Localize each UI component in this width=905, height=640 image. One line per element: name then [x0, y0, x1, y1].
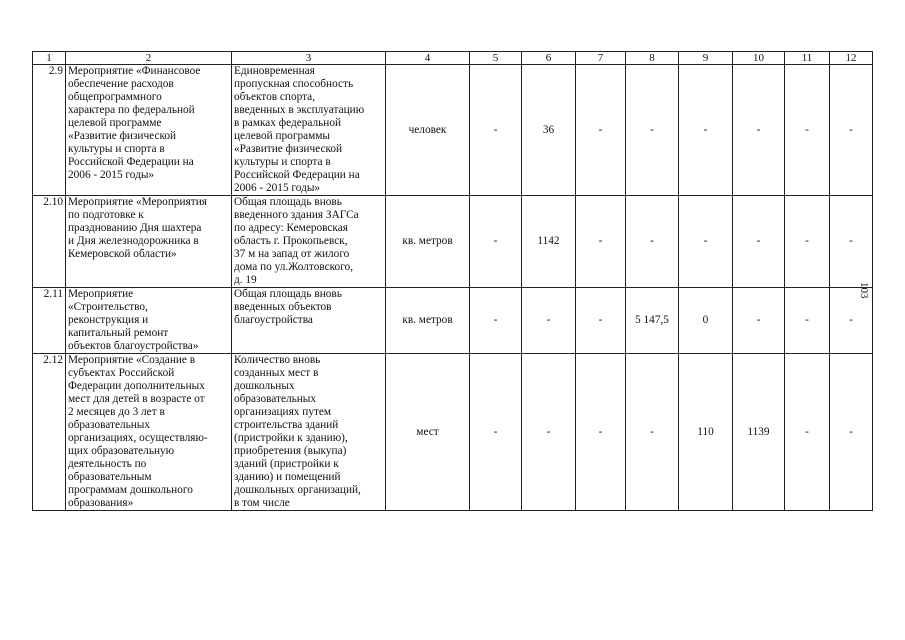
event-line: образования» — [68, 497, 134, 509]
event-line: деятельность по — [68, 458, 147, 470]
value-cell: - — [522, 354, 576, 511]
value-cell: - — [679, 196, 733, 288]
value-cell: - — [470, 196, 522, 288]
event-cell — [66, 196, 232, 288]
value-cell: 0 — [679, 288, 733, 354]
value-cell: - — [733, 288, 785, 354]
indicator-line: приобретения (выкупа) — [234, 445, 347, 457]
indicator-line: созданных мест в — [234, 367, 319, 379]
indicator-line: дошкольных — [234, 380, 295, 392]
indicator-line: в том числе — [234, 497, 290, 509]
value-cell: - — [576, 196, 626, 288]
event-line: объектов благоустройства» — [68, 340, 199, 352]
table-row — [33, 288, 873, 354]
unit-cell: человек — [386, 65, 470, 196]
event-line: характера по федеральной — [68, 104, 195, 116]
table-row — [33, 354, 873, 511]
column-header: 5 — [470, 52, 522, 65]
row-number: 2.9 — [33, 65, 66, 196]
indicator-line: организациях путем — [234, 406, 332, 418]
indicator-line: по адресу: Кемеровская — [234, 222, 348, 234]
event-line: Российской Федерации на — [68, 156, 194, 168]
indicator-line: д. 19 — [234, 274, 257, 286]
value-cell: - — [785, 354, 830, 511]
value-cell: - — [830, 65, 873, 196]
value-cell: - — [830, 196, 873, 288]
value-cell: - — [733, 65, 785, 196]
indicator-line: введенных в эксплуатацию — [234, 104, 365, 116]
indicator-line: введенных объектов — [234, 301, 332, 313]
event-line: субъектах Российской — [68, 367, 175, 379]
indicator-line: пропускная способность — [234, 78, 354, 90]
event-line: реконструкция и — [68, 314, 149, 326]
indicator-line: 2006 - 2015 годы» — [234, 182, 321, 194]
value-cell: 36 — [522, 65, 576, 196]
table-header-row — [33, 52, 873, 65]
table-row — [33, 65, 873, 196]
event-line: 2 месяцев до 3 лет в — [68, 406, 165, 418]
event-line: капитальный ремонт — [68, 327, 169, 339]
indicator-cell — [232, 65, 386, 196]
column-header: 6 — [522, 52, 576, 65]
event-cell — [66, 354, 232, 511]
indicator-line: зданию) и помещений — [234, 471, 341, 483]
value-cell: - — [576, 288, 626, 354]
event-line: организациях, осуществляю- — [68, 432, 208, 444]
event-line: общепрограммного — [68, 91, 162, 103]
value-cell: 1142 — [522, 196, 576, 288]
event-line: Мероприятие «Мероприятия — [68, 196, 207, 208]
event-line: Мероприятие «Создание в — [68, 354, 196, 366]
indicator-line: (пристройки к зданию), — [234, 432, 348, 444]
column-header: 4 — [386, 52, 470, 65]
indicator-line: в рамках федеральной — [234, 117, 342, 129]
indicator-line: область г. Прокопьевск, — [234, 235, 348, 247]
indicator-line: благоустройства — [234, 314, 313, 326]
value-cell: - — [576, 354, 626, 511]
column-header: 7 — [576, 52, 626, 65]
indicator-cell — [232, 354, 386, 511]
event-line: обеспечение расходов — [68, 78, 174, 90]
indicator-line: зданий (пристройки к — [234, 458, 339, 470]
row-number: 2.11 — [33, 288, 66, 354]
value-cell: - — [522, 288, 576, 354]
value-cell: 5 147,5 — [626, 288, 679, 354]
value-cell: - — [470, 288, 522, 354]
event-cell — [66, 288, 232, 354]
indicator-line: Общая площадь вновь — [234, 288, 342, 300]
value-cell: - — [830, 354, 873, 511]
indicator-line: дома по ул.Жолтовского, — [234, 261, 354, 273]
event-line: образовательных — [68, 419, 151, 431]
event-line: Федерации дополнительных — [68, 380, 205, 392]
page-number: 103 — [858, 282, 870, 299]
event-line: культуры и спорта в — [68, 143, 165, 155]
indicator-line: целевой программы — [234, 130, 331, 142]
event-line: 2006 - 2015 годы» — [68, 169, 155, 181]
value-cell: - — [679, 65, 733, 196]
indicator-line: объектов спорта, — [234, 91, 316, 103]
event-line: Мероприятие — [68, 288, 134, 300]
column-header: 9 — [679, 52, 733, 65]
table-row — [33, 196, 873, 288]
indicator-line: 37 м на запад от жилого — [234, 248, 350, 260]
value-cell: - — [733, 196, 785, 288]
event-line: по подготовке к — [68, 209, 144, 221]
unit-cell: мест — [386, 354, 470, 511]
unit-cell: кв. метров — [386, 196, 470, 288]
value-cell: 1139 — [733, 354, 785, 511]
indicator-line: Общая площадь вновь — [234, 196, 342, 208]
value-cell: - — [626, 196, 679, 288]
indicator-line: «Развитие физической — [234, 143, 343, 155]
column-header: 12 — [830, 52, 873, 65]
event-line: щих образовательную — [68, 445, 175, 457]
indicator-line: образовательных — [234, 393, 317, 405]
column-header: 10 — [733, 52, 785, 65]
event-line: программам дошкольного — [68, 484, 193, 496]
event-line: и Дня железнодорожника в — [68, 235, 199, 247]
indicator-line: культуры и спорта в — [234, 156, 331, 168]
value-cell: - — [576, 65, 626, 196]
indicator-cell — [232, 196, 386, 288]
column-header: 8 — [626, 52, 679, 65]
event-line: празднованию Дня шахтера — [68, 222, 202, 234]
indicator-line: строительства зданий — [234, 419, 339, 431]
indicator-line: введенного здания ЗАГСа — [234, 209, 359, 221]
indicator-line: Единовременная — [234, 65, 315, 77]
unit-cell: кв. метров — [386, 288, 470, 354]
indicator-line: дошкольных организаций, — [234, 484, 361, 496]
column-header: 2 — [66, 52, 232, 65]
value-cell: - — [470, 354, 522, 511]
event-line: «Развитие физической — [68, 130, 177, 142]
value-cell: - — [785, 196, 830, 288]
value-cell: - — [470, 65, 522, 196]
indicator-line: Российской Федерации на — [234, 169, 360, 181]
event-line: мест для детей в возрасте от — [68, 393, 205, 405]
event-line: Мероприятие «Финансовое — [68, 65, 201, 77]
value-cell: - — [830, 288, 873, 354]
value-cell: 110 — [679, 354, 733, 511]
value-cell: - — [785, 65, 830, 196]
indicator-cell — [232, 288, 386, 354]
column-header: 1 — [33, 52, 66, 65]
event-line: целевой программе — [68, 117, 162, 129]
event-line: Кемеровской области» — [68, 248, 177, 260]
event-line: образовательным — [68, 471, 152, 483]
column-header: 3 — [232, 52, 386, 65]
row-number: 2.10 — [33, 196, 66, 288]
value-cell: - — [785, 288, 830, 354]
value-cell: - — [626, 354, 679, 511]
indicator-table — [32, 51, 873, 511]
indicator-line: Количество вновь — [234, 354, 321, 366]
value-cell: - — [626, 65, 679, 196]
row-number: 2.12 — [33, 354, 66, 511]
column-header: 11 — [785, 52, 830, 65]
event-line: «Строительство, — [68, 301, 148, 313]
event-cell — [66, 65, 232, 196]
